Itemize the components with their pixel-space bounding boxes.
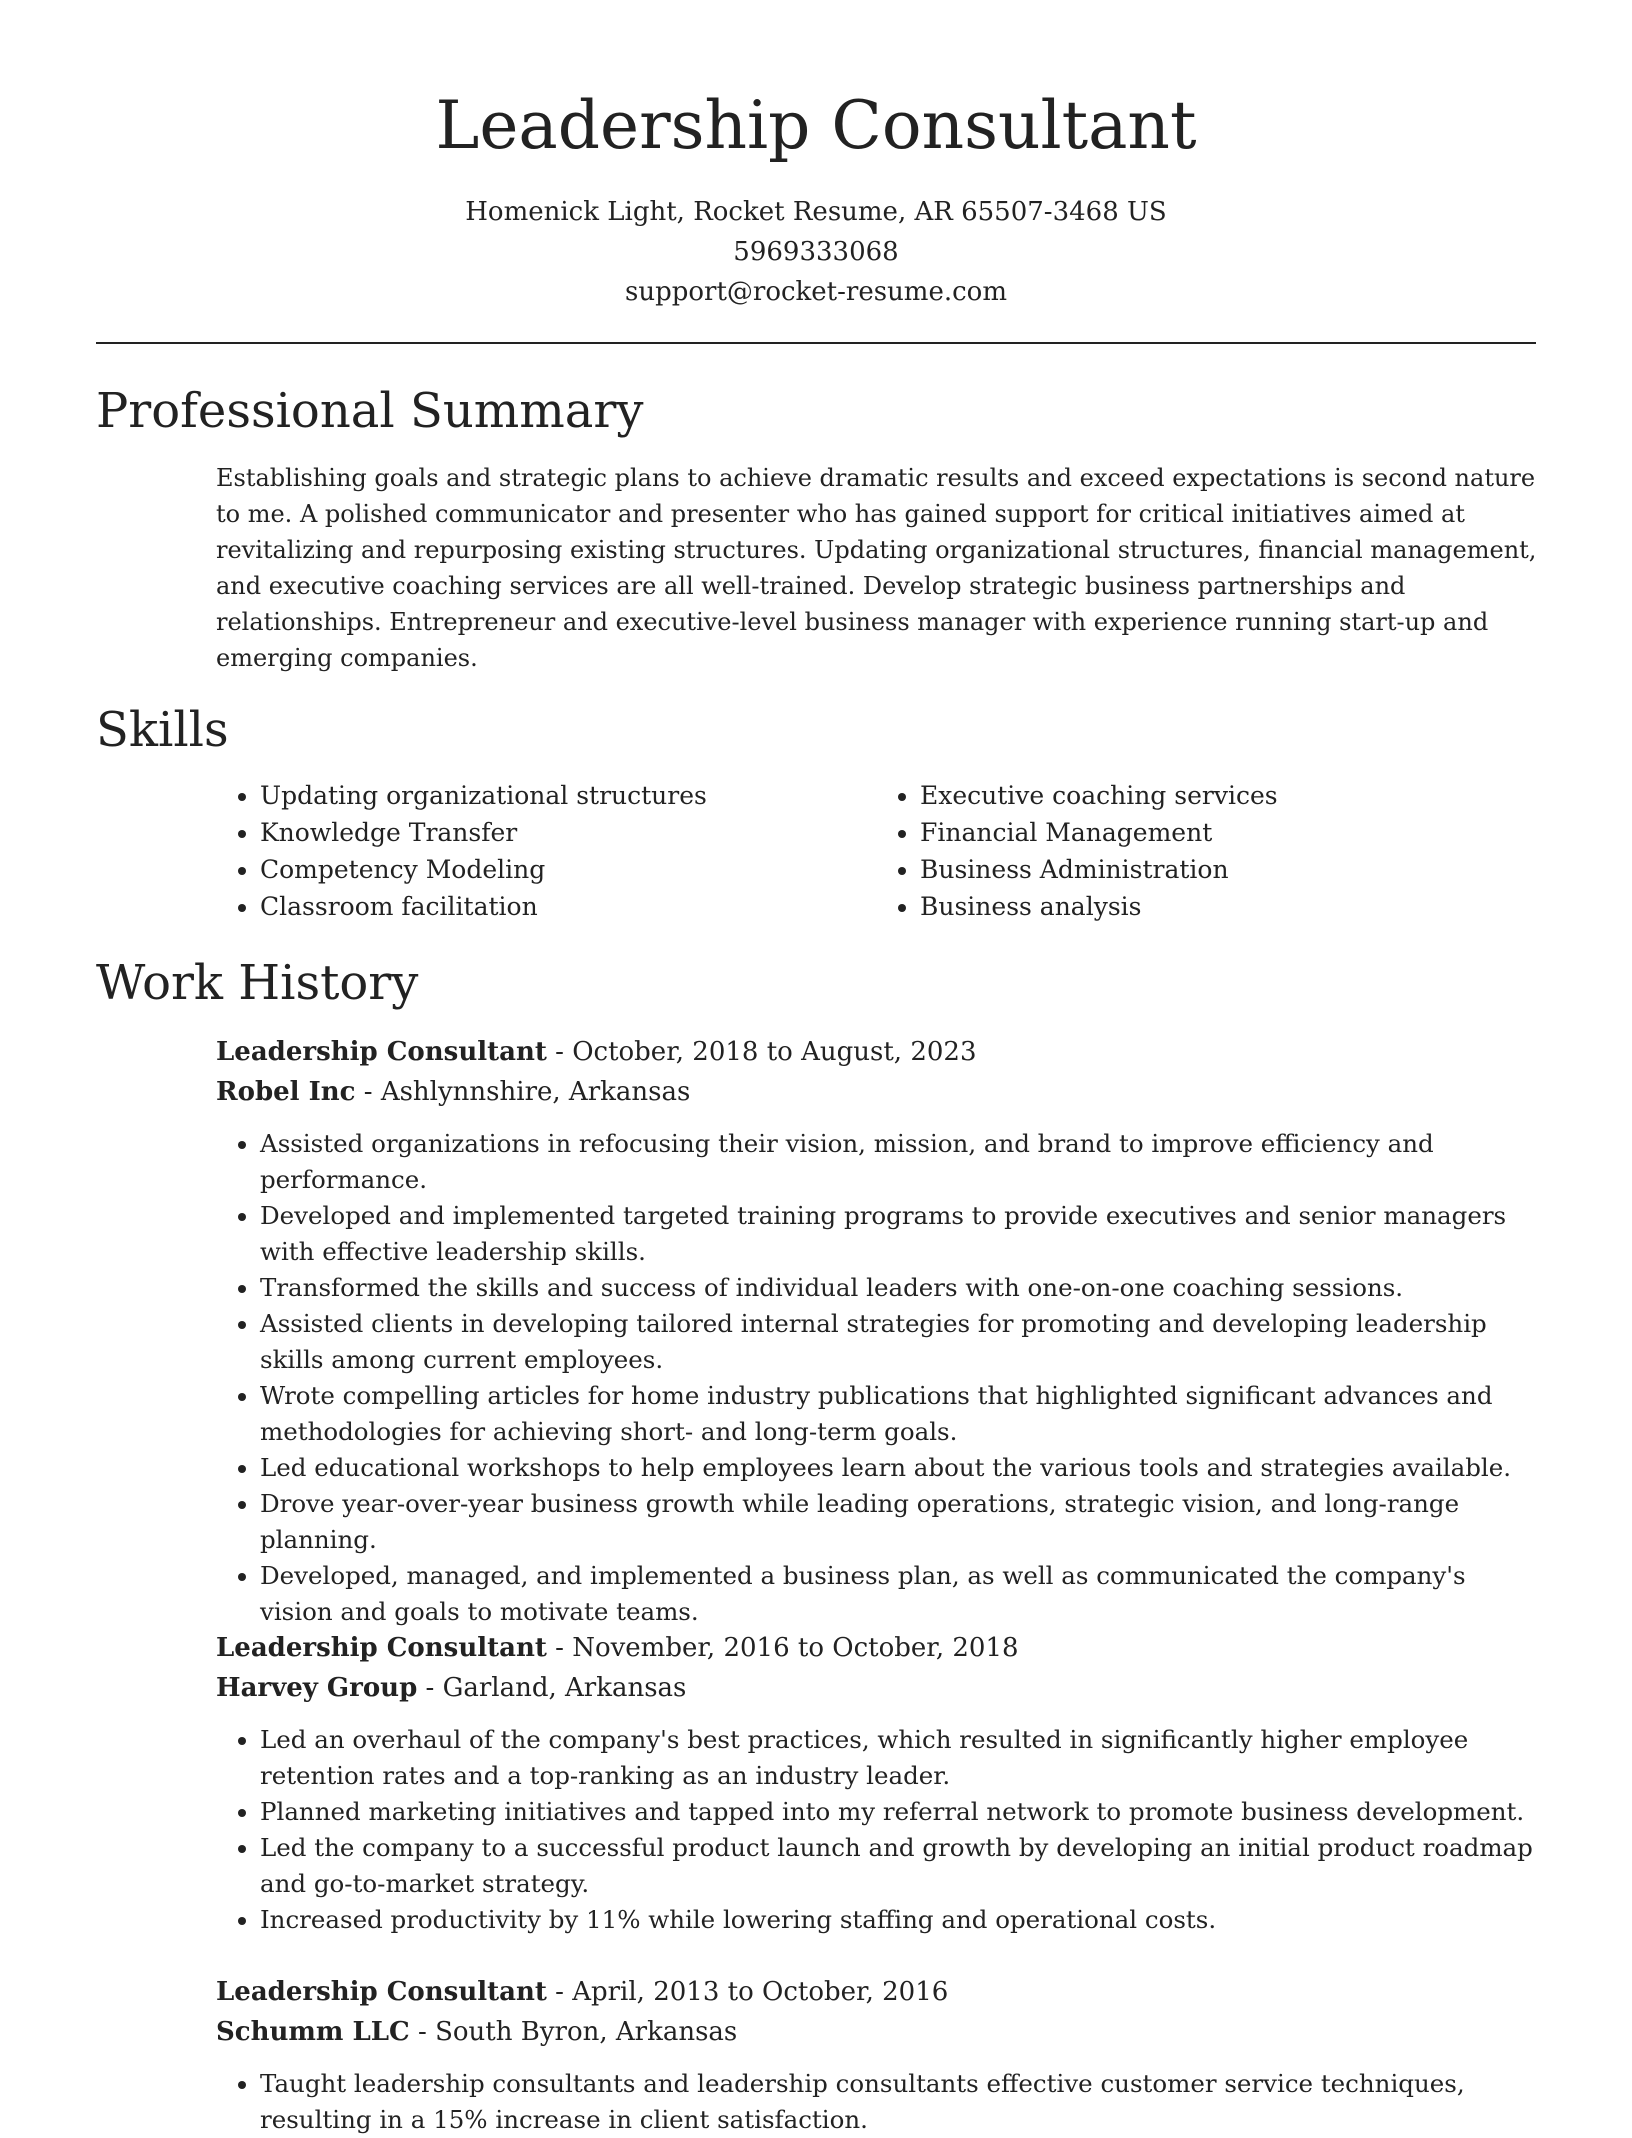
job-title-line bbox=[216, 1628, 1540, 1668]
job-bullet: • Planned marketing initiatives and tapped into my referral network to promote business development. bbox=[260, 1794, 1540, 1830]
job-title: Leadership Consultant bbox=[216, 1633, 547, 1663]
skill-item: • Updating organizational structures bbox=[260, 777, 876, 814]
job-dates: - April, 2013 to October, 2016 bbox=[546, 1977, 949, 2007]
skills-column-right bbox=[876, 777, 1536, 925]
job-entry bbox=[216, 1032, 1540, 1630]
summary-text: Establishing goals and strategic plans to achieve dramatic results and exceed expectations is second nature to me. A polished communicator and presenter who has gained support for critical initiatives aimed at revitalizing and repurposing existing structures. Updating organizational structures, financial management, and executive coaching services are all well-trained. Develop strategic business partnerships and relationships. Entrepreneur and executive-level business manager with experience running start-up and emerging companies. bbox=[216, 464, 1537, 672]
job-bullet: • Developed, managed, and implemented a business plan, as well as communicated the company's vision and goals to motivate teams. bbox=[260, 1558, 1540, 1630]
job-location: - Ashlynnshire, Arkansas bbox=[355, 1077, 691, 1107]
skill-item: • Competency Modeling bbox=[260, 851, 876, 888]
job-location: - South Byron, Arkansas bbox=[409, 2017, 738, 2047]
job-location: - Garland, Arkansas bbox=[417, 1673, 687, 1703]
job-bullet: • Taught leadership consultants and leadership consultants effective customer service techniques, resulting in a 15% increase in client satisfaction. bbox=[260, 2066, 1540, 2138]
skills-column-left bbox=[216, 777, 876, 925]
job-bullet: • Wrote compelling articles for home industry publications that highlighted significant advances and methodologies for achieving short- and long-term goals. bbox=[260, 1378, 1540, 1450]
job-company-line bbox=[216, 1668, 1540, 1708]
job-title: Leadership Consultant bbox=[216, 1037, 547, 1067]
skill-item: • Knowledge Transfer bbox=[260, 814, 876, 851]
skills-list bbox=[216, 777, 1536, 925]
job-bullet: • Led educational workshops to help employees learn about the various tools and strategies available. bbox=[260, 1450, 1540, 1486]
job-title-line bbox=[216, 1032, 1540, 1072]
job-bullet: • Increased productivity by 11% while lowering staffing and operational costs. bbox=[260, 1902, 1540, 1938]
job-bullet: • Developed and implemented targeted training programs to provide executives and senior managers with effective leadership skills. bbox=[260, 1198, 1540, 1270]
job-title-line bbox=[216, 1972, 1540, 2012]
job-bullet: • Led the company to a successful product launch and growth by developing an initial product roadmap and go-to-market strategy. bbox=[260, 1830, 1540, 1902]
skill-item: • Classroom facilitation bbox=[260, 888, 876, 925]
skills-heading: Skills bbox=[96, 702, 229, 758]
job-company-line bbox=[216, 1072, 1540, 1112]
work-history-heading: Work History bbox=[96, 955, 419, 1011]
job-bullet: • Assisted clients in developing tailored internal strategies for promoting and developing leadership skills among current employees. bbox=[260, 1306, 1540, 1378]
job-title: Leadership Consultant bbox=[216, 1977, 547, 2007]
job-entry bbox=[216, 1628, 1540, 1938]
job-bullets bbox=[216, 1126, 1540, 1630]
job-company-line bbox=[216, 2012, 1540, 2052]
resume-header bbox=[0, 0, 1632, 312]
job-bullets bbox=[216, 1722, 1540, 1938]
job-bullet: • Led an overhaul of the company's best practices, which resulted in significantly higher employee retention rates and a top-ranking as an industry leader. bbox=[260, 1722, 1540, 1794]
skill-item: • Executive coaching services bbox=[920, 777, 1536, 814]
job-entry bbox=[216, 1972, 1540, 2138]
address-line: Homenick Light, Rocket Resume, AR 65507-3468 US bbox=[465, 197, 1167, 227]
email-line: support@rocket-resume.com bbox=[624, 277, 1007, 307]
job-company: Harvey Group bbox=[216, 1673, 418, 1703]
skill-item: • Business analysis bbox=[920, 888, 1536, 925]
skill-item: • Business Administration bbox=[920, 851, 1536, 888]
job-company: Robel Inc bbox=[216, 1077, 356, 1107]
phone-line: 5969333068 bbox=[733, 237, 899, 267]
candidate-name: Leadership Consultant bbox=[435, 87, 1197, 164]
job-bullets bbox=[216, 2066, 1540, 2138]
contact-block bbox=[0, 192, 1632, 312]
summary-heading: Professional Summary bbox=[96, 383, 644, 439]
job-dates: - October, 2018 to August, 2023 bbox=[546, 1037, 977, 1067]
skill-item: • Financial Management bbox=[920, 814, 1536, 851]
header-divider bbox=[96, 342, 1536, 344]
job-bullet: • Transformed the skills and success of individual leaders with one-on-one coaching sessions. bbox=[260, 1270, 1540, 1306]
job-dates: - November, 2016 to October, 2018 bbox=[546, 1633, 1019, 1663]
job-bullet: • Drove year-over-year business growth while leading operations, strategic vision, and long-range planning. bbox=[260, 1486, 1540, 1558]
job-bullet: • Assisted organizations in refocusing their vision, mission, and brand to improve efficiency and performance. bbox=[260, 1126, 1540, 1198]
job-company: Schumm LLC bbox=[216, 2017, 410, 2047]
